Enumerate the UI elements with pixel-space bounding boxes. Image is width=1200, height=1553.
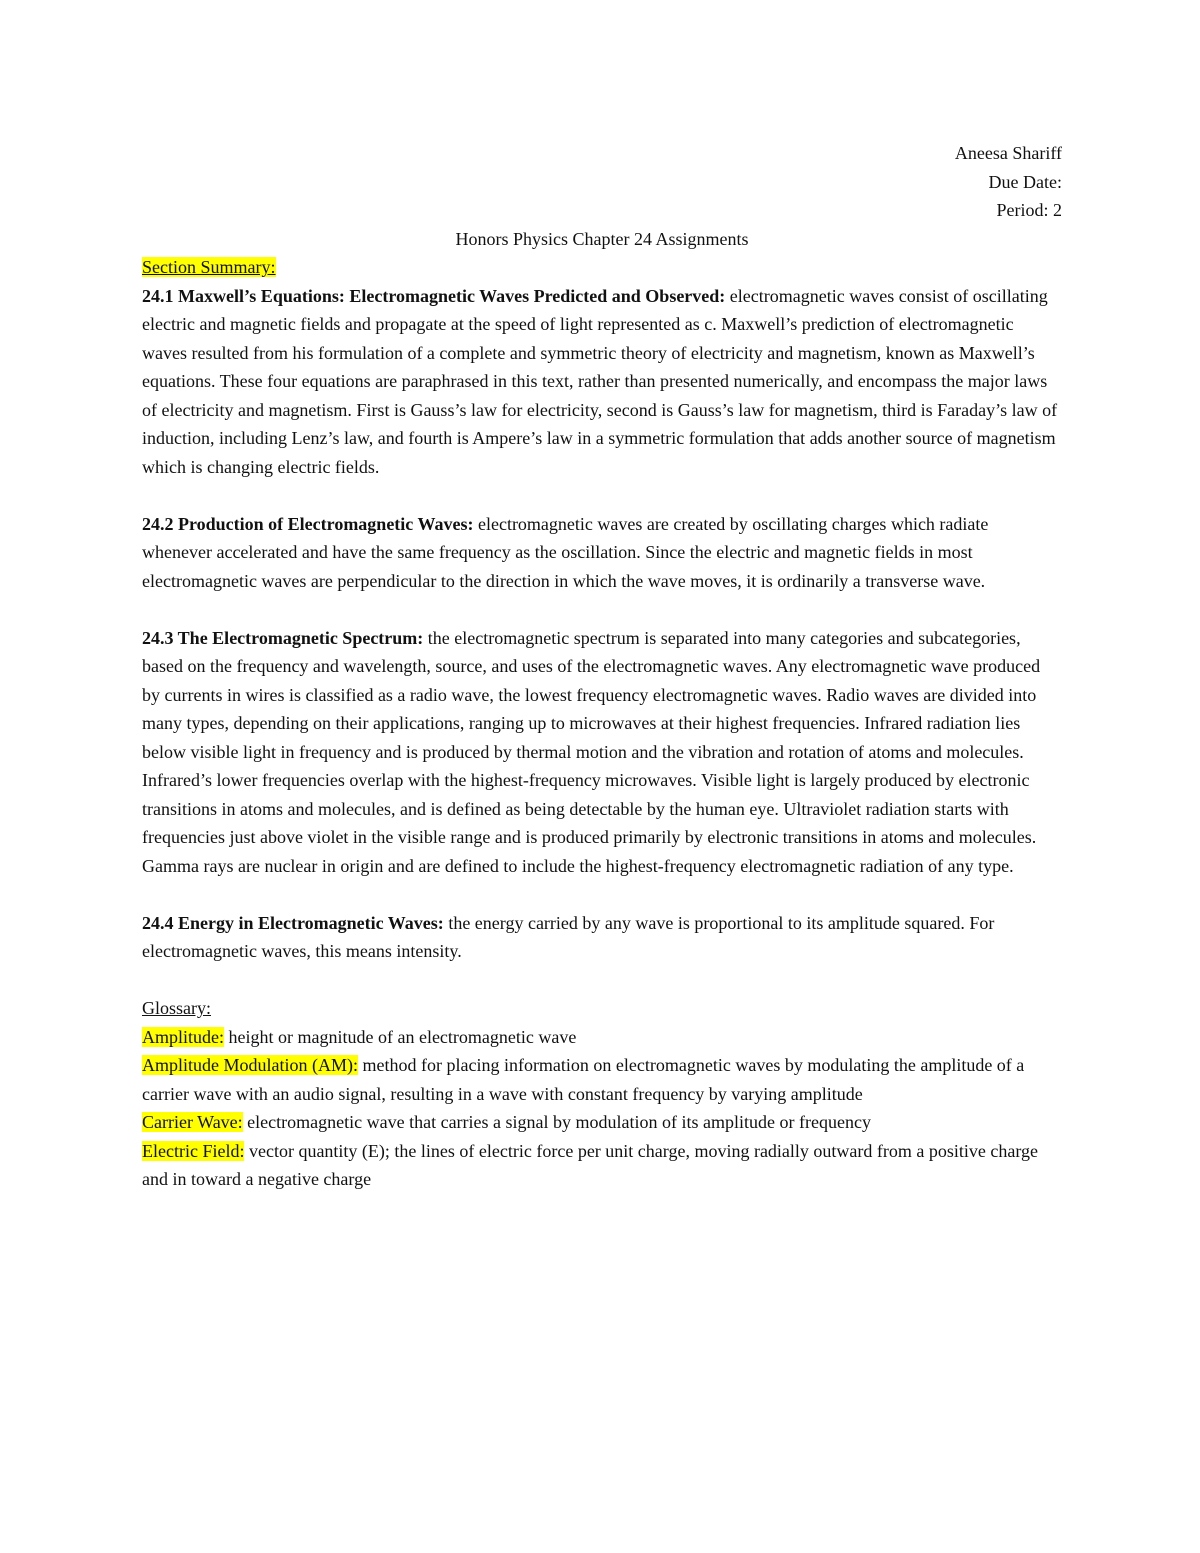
section-text: the energy carried by any wave is proportional to its amplitude squared. For electromagnetic waves, this means intensity.: [142, 912, 995, 961]
section-title: 24.2 Production of Electromagnetic Waves:: [142, 513, 474, 534]
section-summary-label: Section Summary:: [142, 257, 276, 277]
paragraph-gap: [142, 481, 1062, 510]
section-24-1: [142, 282, 1062, 482]
section-text: the electromagnetic spectrum is separated into many categories and subcategories, based on the frequency and wavelength, source, and uses of the electromagnetic waves. Any electromagnetic wave produced by currents in wires is classified as a radio wave, the lowest frequency electromagnetic waves. Radio waves are divided into many types, depending on their applications, ranging up to microwaves at their highest frequencies. Infrared radiation lies below visible light in frequency and is produced by thermal motion and the vibration and rotation of atoms and molecules. Infrared’s lower frequencies overlap with the highest-frequency microwaves. Visible light is largely produced by electronic transitions in atoms and molecules, and is defined as being detectable by the human eye. Ultraviolet radiation starts with frequencies just above violet in the visible range and is produced primarily by electronic transitions in atoms and molecules. Gamma rays are nuclear in origin and are defined to include the highest-frequency electromagnetic radiation of any type.: [142, 627, 1041, 876]
glossary-label: Glossary:: [142, 998, 211, 1018]
glossary-label-row: [142, 994, 1062, 1023]
paragraph-gap: [142, 595, 1062, 624]
glossary-entry-carrier-wave: [142, 1108, 1062, 1137]
section-title: 24.3 The Electromagnetic Spectrum:: [142, 627, 424, 648]
due-date: Due Date:: [988, 171, 1062, 192]
section-24-4: [142, 909, 1062, 966]
paragraph-gap: [142, 880, 1062, 909]
glossary-definition: vector quantity (E); the lines of electric force per unit charge, moving radially outward from a positive charge and in toward a negative charge: [142, 1140, 1039, 1189]
student-name: Aneesa Shariff: [954, 143, 1062, 163]
glossary-entry-amplitude-modulation: [142, 1051, 1062, 1108]
glossary-entry-electric-field: [142, 1137, 1062, 1194]
glossary-entry-amplitude: [142, 1023, 1062, 1052]
section-24-3: [142, 624, 1062, 881]
document-title: Honors Physics Chapter 24 Assignments: [455, 228, 749, 249]
glossary-term: Amplitude:: [142, 1026, 224, 1047]
document-page: [142, 139, 1062, 1194]
glossary-definition: electromagnetic wave that carries a signal by modulation of its amplitude or frequency: [242, 1112, 871, 1132]
glossary-term: Electric Field:: [142, 1140, 245, 1161]
section-summary-label-row: [142, 253, 1062, 282]
header-block: [142, 139, 1062, 225]
period: Period: 2: [996, 200, 1062, 220]
section-text: electromagnetic waves are created by oscillating charges which radiate whenever accelerated and have the same frequency as the oscillation. Since the electric and magnetic fields in most electromagnetic waves are perpendicular to the direction in which the wave moves, it is ordinarily a transverse wave.: [142, 513, 989, 591]
paragraph-gap: [142, 966, 1062, 995]
section-24-2: [142, 510, 1062, 596]
section-title: 24.1 Maxwell’s Equations: Electromagnetic Waves Predicted and Observed:: [142, 285, 726, 306]
glossary-term: Amplitude Modulation (AM):: [142, 1055, 358, 1075]
section-title: 24.4 Energy in Electromagnetic Waves:: [142, 912, 444, 933]
glossary-definition: height or magnitude of an electromagnetic wave: [224, 1026, 577, 1047]
glossary-definition: method for placing information on electromagnetic waves by modulating the amplitude of a carrier wave with an audio signal, resulting in a wave with constant frequency by varying amplitude: [142, 1055, 1025, 1104]
section-text: electromagnetic waves consist of oscillating electric and magnetic fields and propagate at the speed of light represented as c. Maxwell’s prediction of electromagnetic waves resulted from his formulation of a complete and symmetric theory of electricity and magnetism, known as Maxwell’s equations. These four equations are paraphrased in this text, rather than presented numerically, and encompass the major laws of electricity and magnetism. First is Gauss’s law for electricity, second is Gauss’s law for magnetism, third is Faraday’s law of induction, including Lenz’s law, and fourth is Ampere’s law in a symmetric formulation that adds another source of magnetism which is changing electric fields.: [142, 285, 1058, 477]
glossary-term: Carrier Wave:: [142, 1112, 243, 1132]
